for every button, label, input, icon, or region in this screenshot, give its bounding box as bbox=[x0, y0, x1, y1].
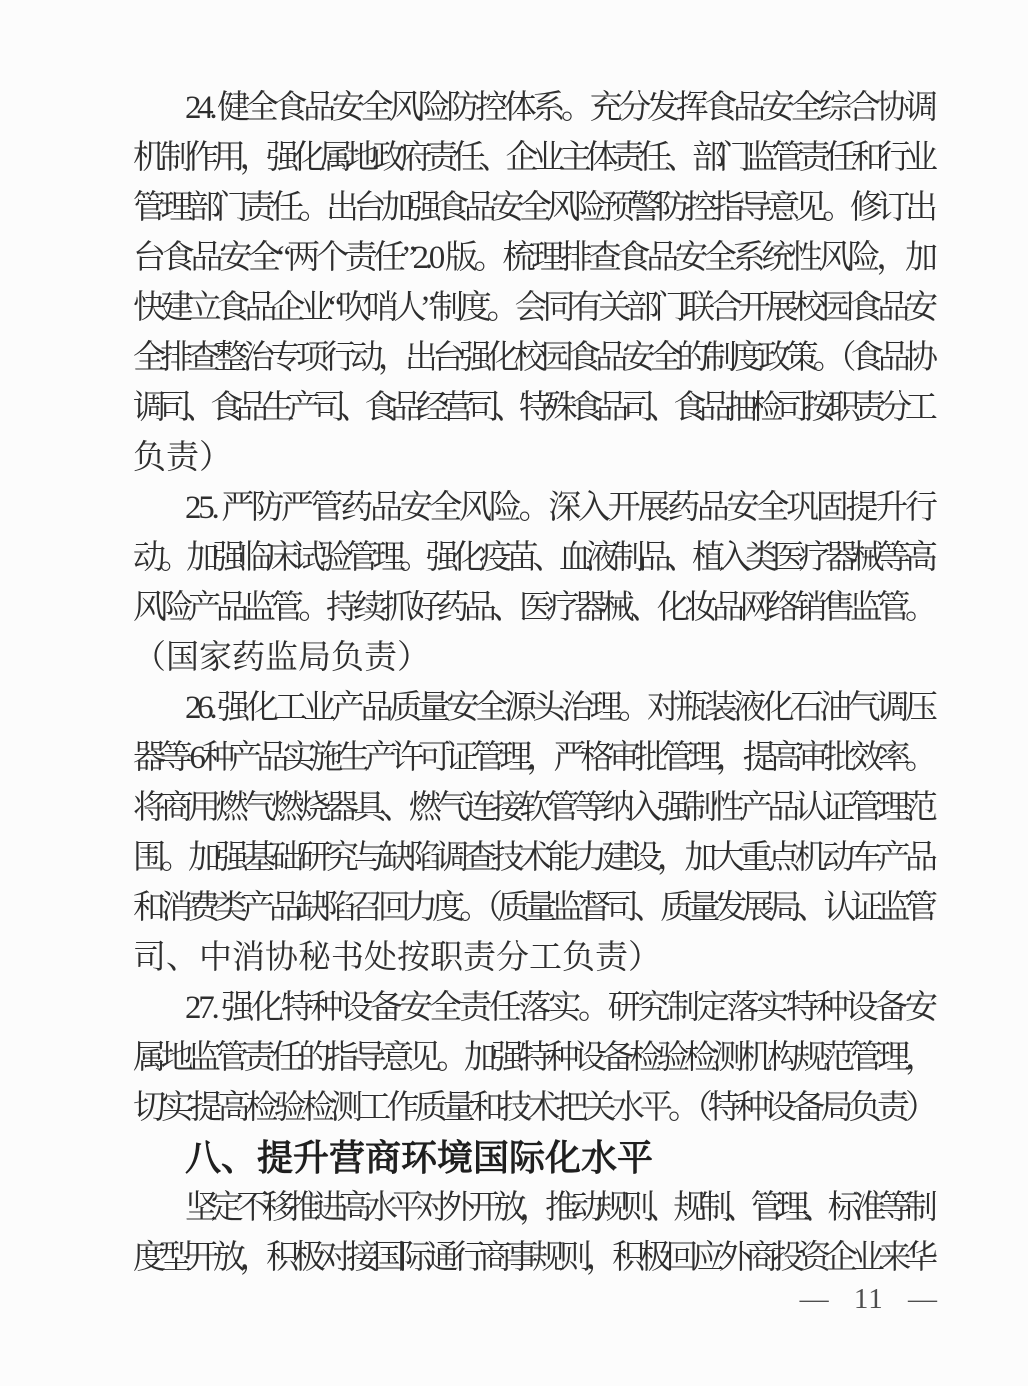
text-line: 机制作用，强化属地政府责任、企业主体责任、部门监管责任和行业 bbox=[133, 140, 932, 176]
text-line: 动。加强临床试验管理。强化疫苗、血液制品、植入类医疗器械等高 bbox=[133, 540, 932, 576]
text-line: 和消费类产品缺陷召回力度。（质量监督司、质量发展局、认证监管 bbox=[133, 890, 933, 926]
paragraph-item-26 bbox=[133, 683, 938, 983]
text-line: 切实提高检验检测工作质量和技术把关水平。（特种设备局负责） bbox=[133, 1090, 934, 1126]
text-line: 27. 强化特种设备安全责任落实。研究制定落实特种设备安 bbox=[185, 990, 935, 1026]
text-line: 围。加强基础研究与缺陷调查技术能力建设，加大重点机动车产品 bbox=[133, 840, 933, 876]
text-line: （国家药监局负责） bbox=[133, 640, 430, 676]
text-line: 负责） bbox=[133, 440, 232, 476]
paragraph-item-25 bbox=[133, 483, 938, 683]
text-line: 24. 健全食品安全风险防控体系。充分发挥食品安全综合协调 bbox=[185, 90, 934, 126]
text-line: 度型开放，积极对接国际通行商事规则，积极回应外商投资企业来华 bbox=[133, 1240, 932, 1276]
paragraph-section-8-heading bbox=[133, 1133, 938, 1183]
text-line: 风险产品监管。持续抓好药品、医疗器械、化妆品网络销售监管。 bbox=[133, 590, 933, 626]
text-line: 全排查整治专项行动，出台强化校园食品安全的制度政策。（食品协 bbox=[133, 340, 933, 376]
text-line: 管理部门责任。出台加强食品安全风险预警防控指导意见。修订出 bbox=[133, 190, 933, 226]
paragraph-closing-paragraph bbox=[133, 1183, 938, 1283]
document-body bbox=[133, 83, 938, 1283]
text-line: 属地监管责任的指导意见。加强特种设备检验检测机构规范管理， bbox=[133, 1040, 933, 1076]
text-line: 器等 6 种产品实施生产许可证管理，严格审批管理，提高审批效率。 bbox=[133, 740, 932, 776]
text-line: 快建立食品企业“吹哨人”制度。会同有关部门联合开展校园食品安 bbox=[133, 290, 933, 326]
page-number: — 11 — bbox=[799, 1283, 938, 1315]
text-line: 八、提升营商环境国际化水平 bbox=[185, 1137, 654, 1178]
text-line: 26. 强化工业产品质量安全源头治理。对瓶装液化石油气调压 bbox=[185, 690, 934, 726]
text-line: 25. 严防严管药品安全风险。深入开展药品安全巩固提升行 bbox=[185, 490, 935, 526]
text-line: 将商用燃气燃烧器具、燃气连接软管等纳入强制性产品认证管理范 bbox=[133, 790, 933, 826]
text-line: 司、中消协秘书处按职责分工负责） bbox=[133, 940, 661, 976]
text-line: 调司、食品生产司、食品经营司、特殊食品司、食品抽检司按职责分工 bbox=[133, 390, 931, 426]
paragraph-item-24 bbox=[133, 83, 938, 483]
paragraph-item-27 bbox=[133, 983, 938, 1133]
text-line: 台食品安全“两个责任”2.0 版。梳理排查食品安全系统性风险，加 bbox=[133, 240, 934, 276]
text-line: 坚定不移推进高水平对外开放，推动规则、规制、管理、标准等制 bbox=[185, 1190, 931, 1226]
